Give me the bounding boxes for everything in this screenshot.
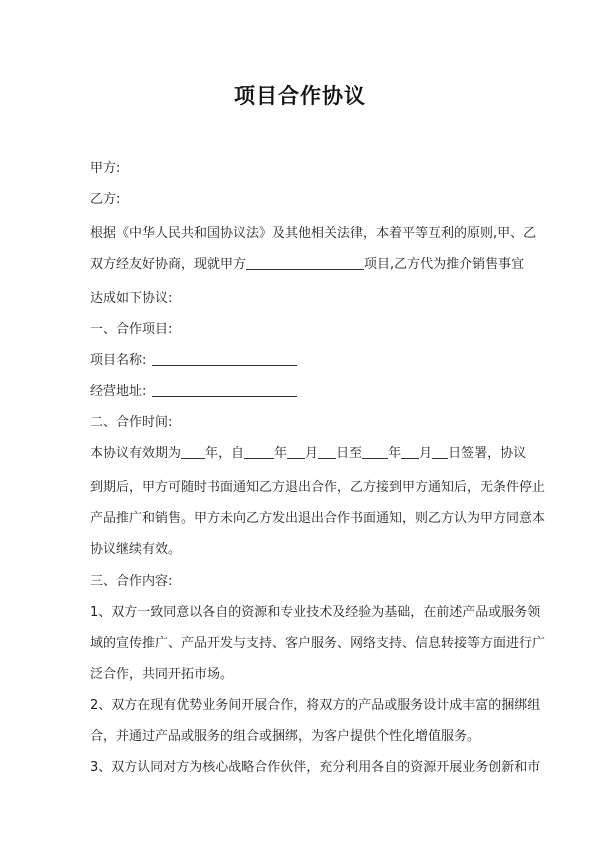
section-1-heading: 一、合作项目: bbox=[90, 322, 173, 337]
term-years-blank bbox=[181, 444, 205, 459]
term-text-b: 年，自 bbox=[205, 446, 245, 461]
address-blank bbox=[152, 382, 297, 397]
address-row bbox=[90, 380, 297, 399]
term-text-g: 月 bbox=[419, 446, 433, 461]
start-year-blank bbox=[244, 444, 274, 459]
project-name-row bbox=[90, 349, 297, 368]
project-blank bbox=[246, 255, 364, 270]
address-label: 经营地址: bbox=[90, 384, 147, 399]
content-1-line-2: 域的宣传推广、产品开发与支持、客户服务、网络支持、信息转接等方面进行广 bbox=[90, 636, 546, 651]
document-title: 项目合作协议 bbox=[234, 84, 366, 108]
project-name-label: 项目名称: bbox=[90, 353, 147, 368]
content-3-line-1: 3、双方认同对方为核心战略合作伙伴，充分利用各自的资源开展业务创新和市 bbox=[90, 760, 541, 775]
term-text-e: 日至 bbox=[336, 446, 363, 461]
start-month-blank bbox=[287, 444, 305, 459]
end-month-blank bbox=[401, 444, 419, 459]
content-1-line-1: 1、双方一致同意以各自的资源和专业技术及经验为基础，在前述产品或服务领 bbox=[90, 605, 541, 620]
term-line-2: 到期后，甲方可随时书面通知乙方退出合作，乙方接到甲方通知后，无条件停止 bbox=[90, 480, 546, 495]
end-day-blank bbox=[432, 444, 448, 459]
intro-line-2-end: 项目,乙方代为推介销售事宜 bbox=[364, 257, 525, 272]
term-text-h: 日签署，协议 bbox=[448, 446, 527, 461]
start-day-blank bbox=[318, 444, 336, 459]
section-2-heading: 二、合作时间: bbox=[90, 415, 173, 430]
content-1-line-3: 泛合作，共同开拓市场。 bbox=[90, 667, 234, 682]
section-3-heading: 三、合作内容: bbox=[90, 574, 173, 589]
content-2-line-1: 2、双方在现有优势业务间开展合作，将双方的产品或服务设计成丰富的捆绑组 bbox=[90, 698, 541, 713]
intro-line-1: 根据《中华人民共和国协议法》及其他相关法律，本着平等互利的原则,甲、乙 bbox=[90, 226, 537, 241]
party-a-label: 甲方: bbox=[90, 161, 121, 176]
intro-line-2-start: 双方经友好协商，现就甲方 bbox=[90, 257, 247, 272]
intro-line-2 bbox=[90, 253, 524, 272]
term-line-4: 协议继续有效。 bbox=[90, 542, 182, 557]
intro-line-3: 达成如下协议: bbox=[90, 291, 173, 306]
project-name-blank bbox=[152, 351, 297, 366]
term-text-d: 月 bbox=[305, 446, 319, 461]
party-b-label: 乙方: bbox=[90, 192, 121, 207]
content-2-line-2: 合，并通过产品或服务的组合或捆绑，为客户提供个性化增值服务。 bbox=[90, 729, 481, 744]
term-text-c: 年 bbox=[274, 446, 288, 461]
term-text-a: 本协议有效期为 bbox=[90, 446, 182, 461]
term-line-3: 产品推广和销售。甲方未向乙方发出退出合作书面通知，则乙方认为甲方同意本 bbox=[90, 511, 546, 526]
end-year-blank bbox=[362, 444, 388, 459]
term-line-1 bbox=[90, 442, 526, 461]
term-text-f: 年 bbox=[388, 446, 402, 461]
